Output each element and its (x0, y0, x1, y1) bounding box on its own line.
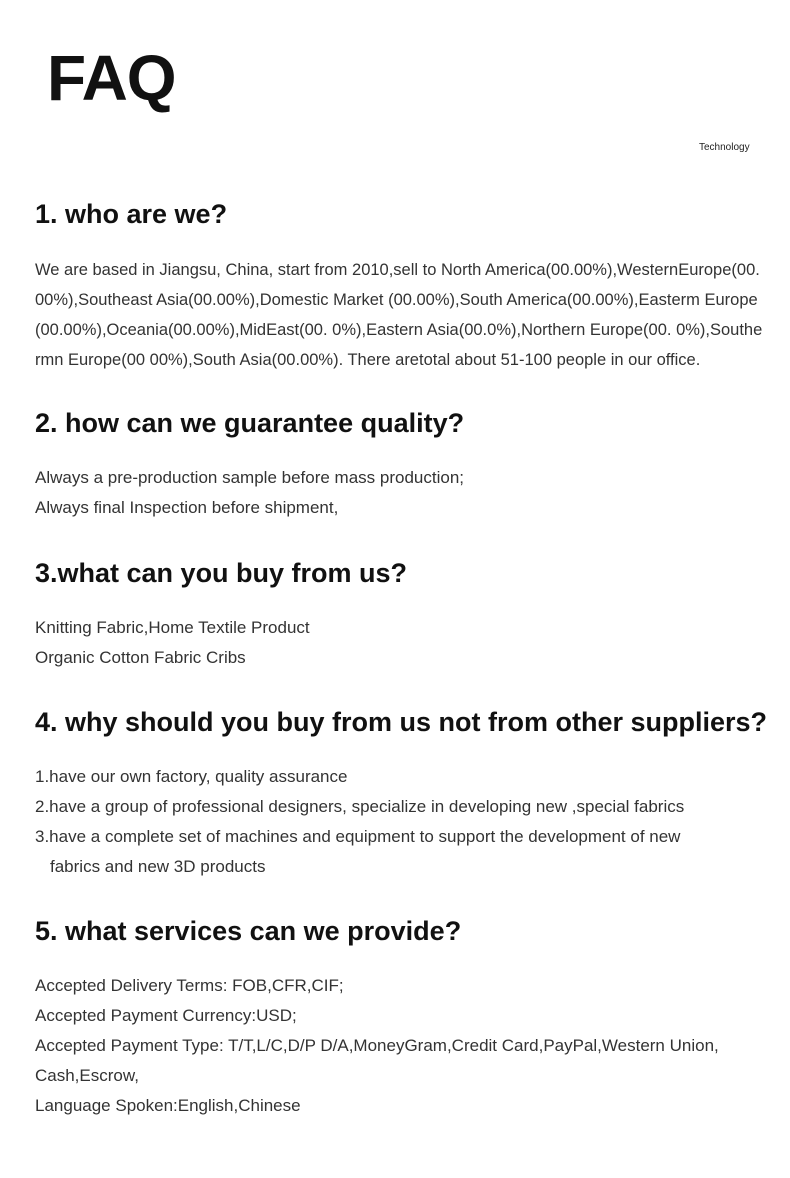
faq-answer-line: Organic Cotton Fabric Cribs (35, 648, 246, 667)
faq-answer-line: fabrics and new 3D products (50, 857, 266, 876)
faq-answer-line: Accepted Payment Type: T/T,L/C,D/P D/A,MoneyGram,Credit Card,PayPal,Western Union, (35, 1036, 719, 1055)
faq-answer-line: 3.have a complete set of machines and equipment to support the development of new (35, 827, 681, 846)
faq-answer-line: Language Spoken:English,Chinese (35, 1096, 301, 1115)
faq-answer-why-us (35, 762, 684, 882)
faq-answer-line: 1.have our own factory, quality assurance (35, 767, 348, 786)
faq-answer-line: Knitting Fabric,Home Textile Product (35, 618, 310, 637)
faq-heading-quality: 2. how can we guarantee quality? (35, 408, 465, 438)
faq-answer-line: Always a pre-production sample before mass production; (35, 468, 464, 487)
page-title: FAQ (47, 42, 176, 114)
faq-answer-line: Accepted Delivery Terms: FOB,CFR,CIF; (35, 976, 344, 995)
faq-answer-quality (35, 463, 464, 523)
faq-answer-line: Always final Inspection before shipment, (35, 498, 339, 517)
faq-answer-services (35, 971, 719, 1121)
faq-answer-products (35, 613, 310, 673)
faq-answer-line: Accepted Payment Currency:USD; (35, 1006, 297, 1025)
faq-answer-line: Cash,Escrow, (35, 1066, 139, 1085)
faq-heading-why-us: 4. why should you buy from us not from other suppliers? (35, 707, 768, 737)
tag-label: Technology (699, 142, 750, 153)
faq-heading-products: 3.what can you buy from us? (35, 558, 408, 588)
faq-heading-who-are-we: 1. who are we? (35, 199, 228, 229)
faq-answer-who-are-we: We are based in Jiangsu, China, start from 2010,sell to North America(00.00%),WesternEurope(00.00%),Southeast Asia(00.00%),Domestic Market (00.00%),South America(00.00%),Easterm Europe(00.00%),Oceania(00.00%),MidEast(00. 0%),Eastern Asia(00.0%),Northern Europe(00. 0%),Southermn Europe(00 00%),South Asia(00.00%). There aretotal about 51-100 people in our office. (35, 261, 763, 369)
faq-answer-line: 2.have a group of professional designers, specialize in developing new ,special fabrics (35, 797, 685, 816)
faq-heading-services: 5. what services can we provide? (35, 916, 462, 946)
